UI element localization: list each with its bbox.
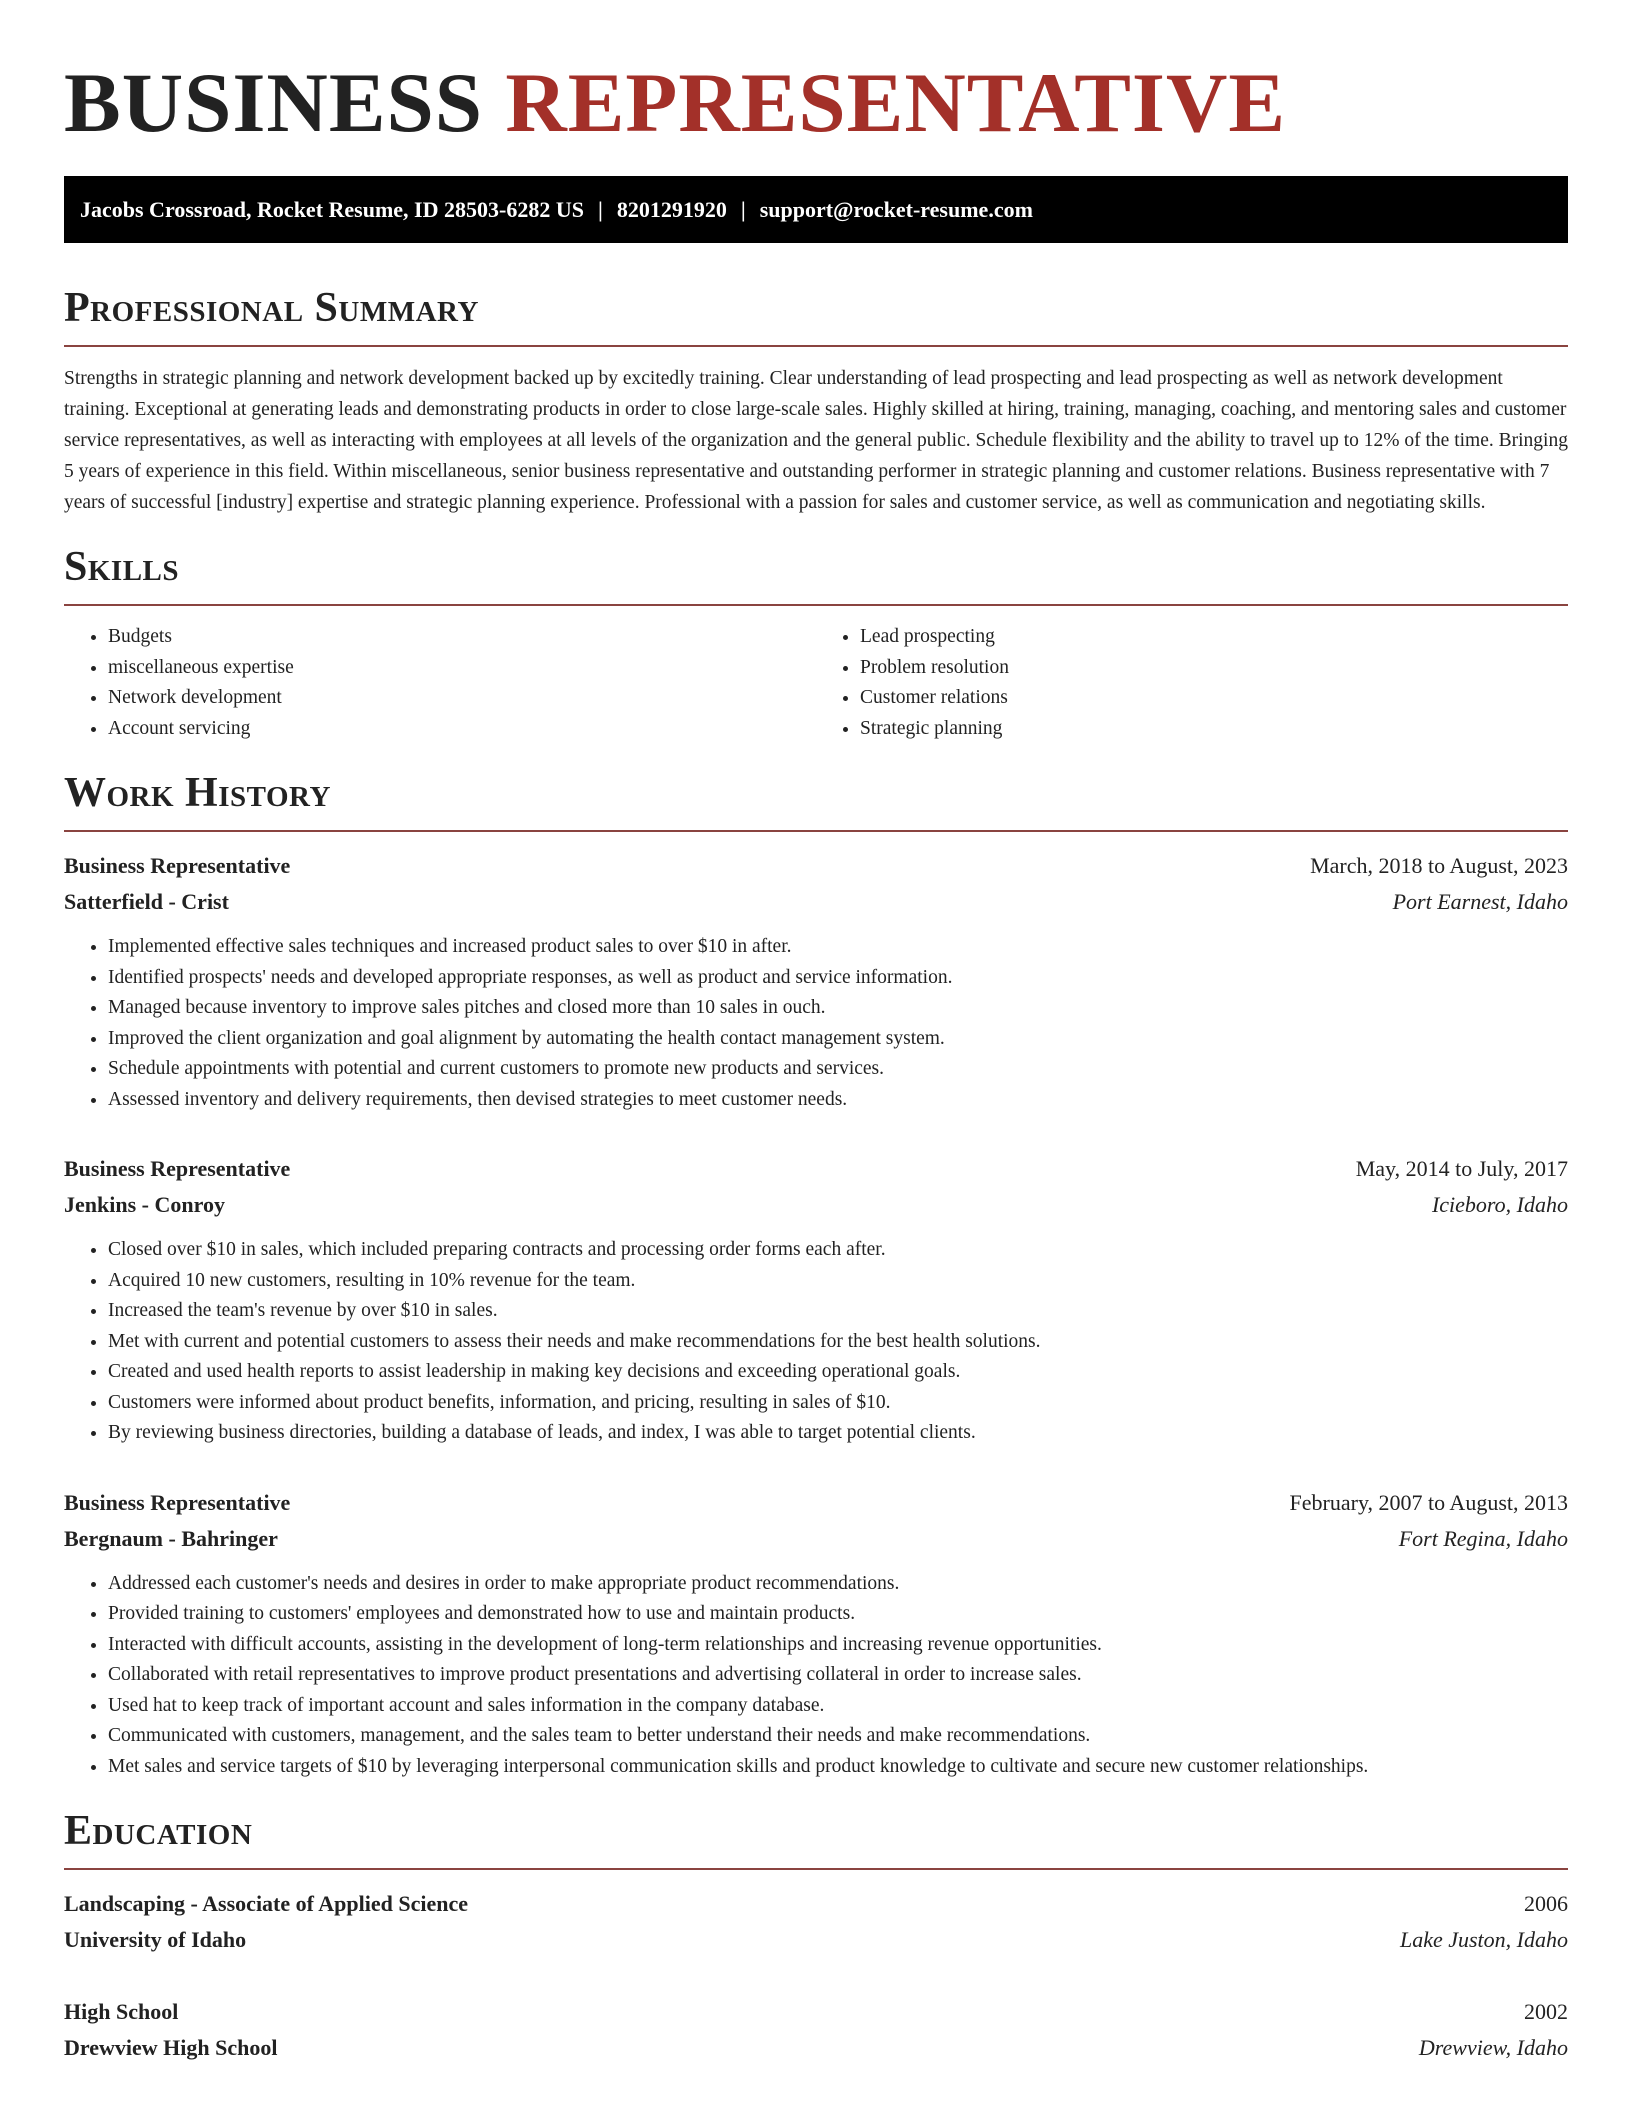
job-title: Business Representative — [64, 1156, 291, 1181]
education-location: Drewview, Idaho — [1418, 2035, 1568, 2060]
skills-left-list — [64, 622, 816, 744]
education-entry — [64, 1994, 1568, 2066]
job-header-row — [64, 1485, 1568, 1521]
job-bullet: • Collaborated with retail representatives to improve product presentations and advertising collateral in order to increase sales. — [108, 1660, 1568, 1691]
skills-section — [64, 544, 1568, 744]
job-company-row — [64, 884, 1568, 920]
education-location: Lake Juston, Idaho — [1399, 1927, 1568, 1952]
title-part-1: BUSINESS — [64, 56, 484, 150]
job-bullet: • Created and used health reports to assist leadership in making key decisions and exceeding operational goals. — [108, 1357, 1568, 1388]
job-bullets — [64, 932, 1568, 1115]
section-divider — [64, 1868, 1568, 1870]
skills-columns — [64, 622, 1568, 744]
education-year: 2006 — [1524, 1891, 1568, 1916]
job-company: Jenkins - Conroy — [64, 1192, 225, 1217]
job-dates: May, 2014 to July, 2017 — [1355, 1156, 1568, 1181]
job-company: Bergnaum - Bahringer — [64, 1525, 278, 1551]
education-heading: Education — [64, 1808, 253, 1854]
section-divider — [64, 604, 1568, 606]
job-bullet: • By reviewing business directories, building a database of leads, and index, I was able to target potential clients. — [108, 1418, 1568, 1449]
section-divider — [64, 830, 1568, 832]
education-degree: High School — [64, 1999, 179, 2024]
job-bullet: • Met sales and service targets of $10 by leveraging interpersonal communication skills and product knowledge to cultivate and secure new customer relationships. — [108, 1752, 1568, 1783]
skill-item: • Network development — [108, 683, 816, 714]
job-bullet: • Implemented effective sales techniques and increased product sales to over $10 in after. — [108, 932, 1568, 963]
education-header-row — [64, 1994, 1568, 2030]
contact-separator: | — [597, 197, 603, 222]
skill-item: • Account servicing — [108, 714, 816, 745]
education-degree: Landscaping - Associate of Applied Science — [64, 1891, 468, 1916]
education-school: University of Idaho — [64, 1927, 247, 1952]
job-bullet: • Schedule appointments with potential and current customers to promote new products and services. — [108, 1054, 1568, 1085]
education-header-row — [64, 1886, 1568, 1922]
education-year: 2002 — [1524, 1999, 1568, 2024]
job-title: Business Representative — [64, 1489, 291, 1515]
job-bullet: • Provided training to customers' employees and demonstrated how to use and maintain products. — [108, 1599, 1568, 1630]
job-bullet: • Identified prospects' needs and developed appropriate responses, as well as product and service information. — [108, 963, 1568, 994]
contact-phone: 8201291920 — [616, 197, 727, 222]
job-header-row — [64, 848, 1568, 884]
title-part-2: REPRESENTATIVE — [505, 56, 1287, 150]
education-section — [64, 1808, 1568, 2066]
job-location: Icieboro, Idaho — [1431, 1192, 1568, 1217]
work-section — [64, 770, 1568, 1782]
skills-heading: Skills — [64, 544, 180, 590]
job-entry — [64, 1151, 1568, 1449]
resume-page — [64, 0, 1568, 2066]
summary-text: Strengths in strategic planning and network development backed up by excitedly training. Clear understanding of lead prospecting and lead prospecting as well as network development training. Exceptional at generating leads and demonstrating products in order to close large-scale sales. Highly skilled at hiring, training, managing, coaching, and mentoring sales and customer service representatives, as well as interacting with employees at all levels of the organization and the general public. Schedule flexibility and the ability to travel up to 12% of the time. Bringing 5 years of experience in this field. Within miscellaneous, senior business representative and outstanding performer in strategic planning and customer relations. Business representative with 7 years of successful [industry] expertise and strategic planning experience. Professional with a passion for sales and customer service, as well as communication and negotiating skills. — [64, 368, 1568, 513]
job-dates: March, 2018 to August, 2023 — [1310, 853, 1568, 878]
job-bullet: • Communicated with customers, management, and the sales team to better understand their needs and make recommendations. — [108, 1721, 1568, 1752]
job-header-row — [64, 1151, 1568, 1187]
job-bullet: • Addressed each customer's needs and desires in order to make appropriate product recommendations. — [108, 1569, 1568, 1600]
job-company-row — [64, 1187, 1568, 1223]
contact-address: Jacobs Crossroad, Rocket Resume, ID 28503-6282 US — [80, 197, 584, 222]
job-location: Port Earnest, Idaho — [1392, 889, 1568, 914]
job-bullet: • Acquired 10 new customers, resulting in 10% revenue for the team. — [108, 1266, 1568, 1297]
skill-item: • Problem resolution — [860, 653, 1568, 684]
skill-item: • miscellaneous expertise — [108, 653, 816, 684]
skills-right-list — [816, 622, 1568, 744]
section-divider — [64, 345, 1568, 347]
job-bullet: • Improved the client organization and goal alignment by automating the health contact management system. — [108, 1024, 1568, 1055]
summary-section — [64, 285, 1568, 518]
job-bullets — [64, 1569, 1568, 1783]
contact-email: support@rocket-resume.com — [759, 197, 1033, 222]
work-heading: Work History — [64, 770, 331, 816]
job-entry — [64, 1485, 1568, 1783]
job-bullet: • Customers were informed about product benefits, information, and pricing, resulting in sales of $10. — [108, 1388, 1568, 1419]
job-bullets — [64, 1235, 1568, 1449]
education-entry — [64, 1886, 1568, 1958]
skill-item: • Budgets — [108, 622, 816, 653]
job-bullet: • Assessed inventory and delivery requirements, then devised strategies to meet customer needs. — [108, 1085, 1568, 1116]
education-school-row — [64, 1922, 1568, 1958]
summary-heading: Professional Summary — [64, 285, 479, 331]
job-bullet: • Closed over $10 in sales, which included preparing contracts and processing order forms each after. — [108, 1235, 1568, 1266]
job-location: Fort Regina, Idaho — [1398, 1525, 1568, 1551]
education-school-row — [64, 2030, 1568, 2066]
skill-item: • Customer relations — [860, 683, 1568, 714]
job-entry — [64, 848, 1568, 1115]
job-dates: February, 2007 to August, 2013 — [1289, 1489, 1568, 1515]
contact-bar — [64, 176, 1568, 243]
contact-separator: | — [740, 197, 746, 222]
job-bullet: • Managed because inventory to improve sales pitches and closed more than 10 sales in ouch. — [108, 993, 1568, 1024]
job-title: Business Representative — [64, 853, 291, 878]
skill-item: • Lead prospecting — [860, 622, 1568, 653]
job-bullet: • Increased the team's revenue by over $10 in sales. — [108, 1296, 1568, 1327]
job-company-row — [64, 1521, 1568, 1557]
job-company: Satterfield - Crist — [64, 889, 229, 914]
job-bullet: • Used hat to keep track of important account and sales information in the company database. — [108, 1691, 1568, 1722]
skill-item: • Strategic planning — [860, 714, 1568, 745]
job-bullet: • Met with current and potential customers to assess their needs and make recommendations for the best health solutions. — [108, 1327, 1568, 1358]
resume-title — [64, 0, 1568, 148]
job-bullet: • Interacted with difficult accounts, assisting in the development of long-term relationships and increasing revenue opportunities. — [108, 1630, 1568, 1661]
education-school: Drewview High School — [64, 2035, 278, 2060]
